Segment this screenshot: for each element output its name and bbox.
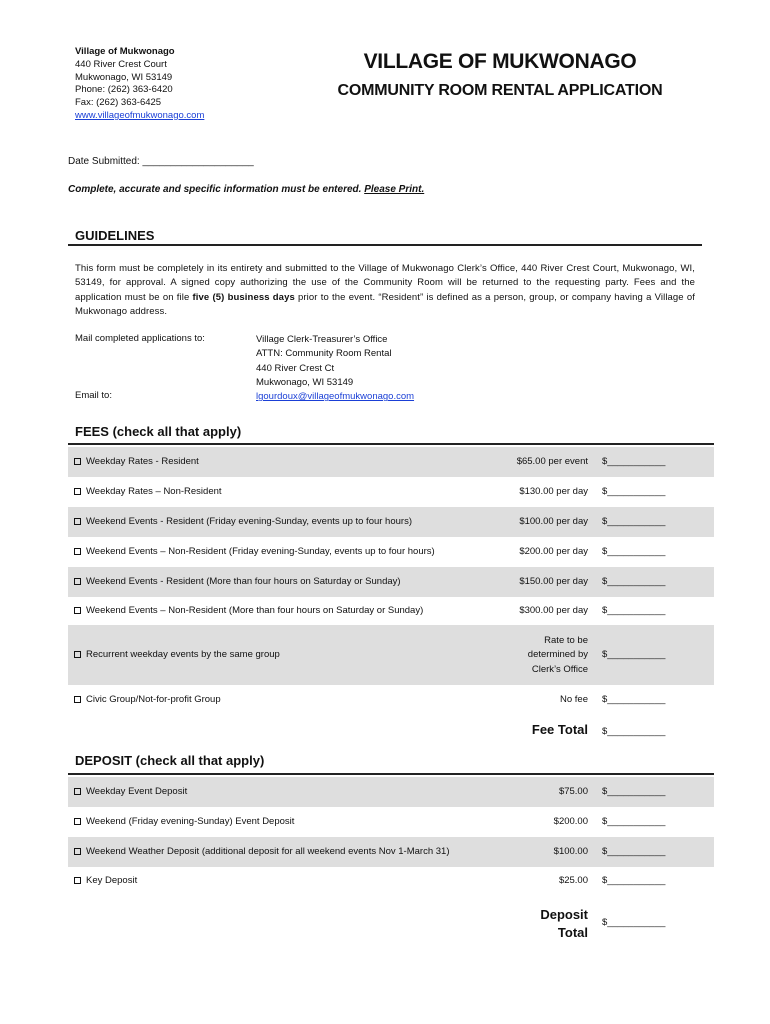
fee-amount-field[interactable]: $___________	[602, 694, 666, 705]
email-label: Email to:	[75, 390, 112, 401]
fee-label[interactable]	[74, 576, 401, 587]
fee-rate-line: determined by	[527, 649, 588, 661]
deposit-label-text: Key Deposit	[86, 875, 138, 886]
fee-rate: $200.00 per day	[519, 546, 588, 557]
checkbox-icon[interactable]	[74, 458, 81, 465]
fee-label-text: Weekday Rates - Resident	[86, 456, 199, 467]
mail-address	[256, 333, 414, 404]
fee-amount-field[interactable]: $___________	[602, 546, 666, 557]
deposit-row	[68, 777, 714, 807]
checkbox-icon[interactable]	[74, 548, 81, 555]
fee-label[interactable]	[74, 516, 412, 527]
mail-line: Mukwonago, WI 53149	[256, 376, 354, 388]
fee-amount-field[interactable]: $___________	[602, 486, 666, 497]
guidelines-paragraph	[75, 262, 695, 319]
fee-label-text: Weekend Events - Resident (Friday evening-Sunday, events up to four hours)	[86, 516, 412, 527]
address-block	[75, 46, 204, 123]
mail-line: 440 River Crest Ct	[256, 362, 335, 374]
email-link[interactable]: lgourdoux@villageofmukwonago.com	[256, 391, 415, 403]
checkbox-icon[interactable]	[74, 578, 81, 585]
deposit-amount-field[interactable]: $___________	[602, 816, 666, 827]
deposit-rate: $200.00	[553, 816, 588, 827]
fee-row	[68, 685, 714, 715]
deposit-label[interactable]	[74, 846, 449, 857]
guidelines-text-1: This form must be completely in its entirety and submitted to the Village of Mukwonago Clerk’s Office, 440 River Crest Court, Mukwonago, WI, 53149, for approval. A signed copy authorizing the use of the Community Room will be returned to the requesting party. Fees and the application must be on file	[75, 263, 695, 303]
instruction-text	[68, 184, 424, 195]
checkbox-icon[interactable]	[74, 848, 81, 855]
checkbox-icon[interactable]	[74, 607, 81, 614]
fee-label[interactable]	[74, 486, 222, 497]
deposit-total-label	[540, 906, 588, 942]
fee-rate: $65.00 per event	[516, 456, 588, 467]
fee-amount-field[interactable]: $___________	[602, 456, 666, 467]
fee-label-text: Weekend Events – Non-Resident (Friday evening-Sunday, events up to four hours)	[86, 546, 435, 557]
checkbox-icon[interactable]	[74, 488, 81, 495]
fee-rate: $130.00 per day	[519, 486, 588, 497]
checkbox-icon[interactable]	[74, 696, 81, 703]
deposit-label-text: Weekend Weather Deposit (additional deposit for all weekend events Nov 1-March 31)	[86, 846, 450, 857]
deposit-rate: $75.00	[558, 786, 588, 797]
fee-label[interactable]	[74, 546, 435, 557]
deposit-amount-field[interactable]: $___________	[602, 786, 666, 797]
checkbox-icon[interactable]	[74, 788, 81, 795]
fee-label[interactable]	[74, 694, 221, 705]
fee-total-field[interactable]: $___________	[602, 726, 666, 737]
deposit-rate: $25.00	[558, 875, 588, 886]
fee-row	[68, 477, 714, 507]
website-link[interactable]: www.villageofmukwonago.com	[75, 109, 205, 121]
fee-label[interactable]	[74, 605, 423, 616]
fee-label-text: Recurrent weekday events by the same group	[86, 649, 280, 660]
page-title: VILLAGE OF MUKWONAGO	[363, 50, 637, 73]
deposit-label[interactable]	[74, 875, 137, 886]
fax-number: Fax: (262) 363-6425	[75, 97, 162, 109]
deposit-label[interactable]	[74, 786, 187, 797]
fee-label-text: Weekend Events - Resident (More than four hours on Saturday or Sunday)	[86, 576, 401, 587]
guidelines-text-bold: five (5) business days	[192, 291, 295, 303]
fee-row	[68, 567, 714, 597]
guidelines-divider	[68, 244, 702, 246]
fee-amount-field[interactable]: $___________	[602, 649, 666, 660]
deposit-row	[68, 867, 714, 897]
guidelines-heading: GUIDELINES	[75, 228, 155, 243]
mail-line: Village Clerk-Treasurer’s Office	[256, 334, 388, 345]
deposit-total-field[interactable]: $___________	[602, 917, 666, 928]
deposit-rate: $100.00	[553, 846, 588, 857]
fee-row	[68, 625, 714, 685]
instruction-emphasis: Please Print.	[364, 184, 425, 195]
fee-amount-field[interactable]: $___________	[602, 605, 666, 616]
deposit-row	[68, 837, 714, 867]
deposit-label-text: Weekday Event Deposit	[86, 786, 188, 797]
mail-label: Mail completed applications to:	[75, 333, 205, 344]
deposit-label-text: Weekend (Friday evening-Sunday) Event Deposit	[86, 816, 295, 827]
fee-rate: $300.00 per day	[519, 605, 588, 616]
fee-rate	[528, 634, 588, 677]
checkbox-icon[interactable]	[74, 518, 81, 525]
checkbox-icon[interactable]	[74, 818, 81, 825]
deposit-amount-field[interactable]: $___________	[602, 846, 666, 857]
fee-total-label: Fee Total	[531, 722, 588, 737]
fee-rate: $150.00 per day	[519, 576, 588, 587]
fee-label-text: Weekend Events – Non-Resident (More than four hours on Saturday or Sunday)	[86, 605, 424, 616]
deposit-amount-field[interactable]: $___________	[602, 875, 666, 886]
fee-label[interactable]	[74, 649, 280, 660]
fees-heading: FEES (check all that apply)	[75, 424, 242, 439]
fees-divider	[68, 443, 714, 445]
fee-row	[68, 507, 714, 537]
checkbox-icon[interactable]	[74, 877, 81, 884]
date-submitted-field[interactable]: Date Submitted: ____________________	[68, 156, 254, 167]
mail-line: ATTN: Community Room Rental	[256, 348, 392, 360]
page-subtitle: COMMUNITY ROOM RENTAL APPLICATION	[337, 82, 663, 99]
deposit-row	[68, 807, 714, 837]
fee-row	[68, 447, 714, 477]
deposit-heading: DEPOSIT (check all that apply)	[75, 753, 265, 768]
phone-number: Phone: (262) 363-6420	[75, 84, 173, 96]
city-state-zip: Mukwonago, WI 53149	[75, 71, 173, 83]
checkbox-icon[interactable]	[74, 651, 81, 658]
deposit-divider	[68, 773, 714, 775]
fee-row	[68, 597, 714, 625]
fee-rate: $100.00 per day	[519, 516, 588, 527]
fee-label-text: Civic Group/Not-for-profit Group	[86, 694, 221, 705]
street-address: 440 River Crest Court	[75, 58, 167, 70]
fee-row	[68, 537, 714, 567]
fee-amount-field[interactable]: $___________	[602, 576, 666, 587]
deposit-label[interactable]	[74, 816, 294, 827]
deposit-total-label-line: Deposit	[540, 907, 588, 922]
fee-rate-line: Rate to be	[544, 635, 588, 646]
fee-amount-field[interactable]: $___________	[602, 516, 666, 527]
fee-label[interactable]	[74, 456, 199, 467]
instruction-main: Complete, accurate and specific information must be entered.	[68, 184, 362, 195]
guidelines-text-2: prior to the event. “Resident” is defined as a person, group, or company having a Village of Mukwonago address.	[75, 291, 696, 317]
fee-label-text: Weekday Rates – Non-Resident	[86, 486, 222, 497]
fee-rate: No fee	[560, 694, 588, 705]
org-name: Village of Mukwonago	[75, 46, 175, 57]
deposit-total-label-line: Total	[557, 925, 588, 940]
fee-rate-line: Clerk’s Office	[531, 663, 588, 675]
